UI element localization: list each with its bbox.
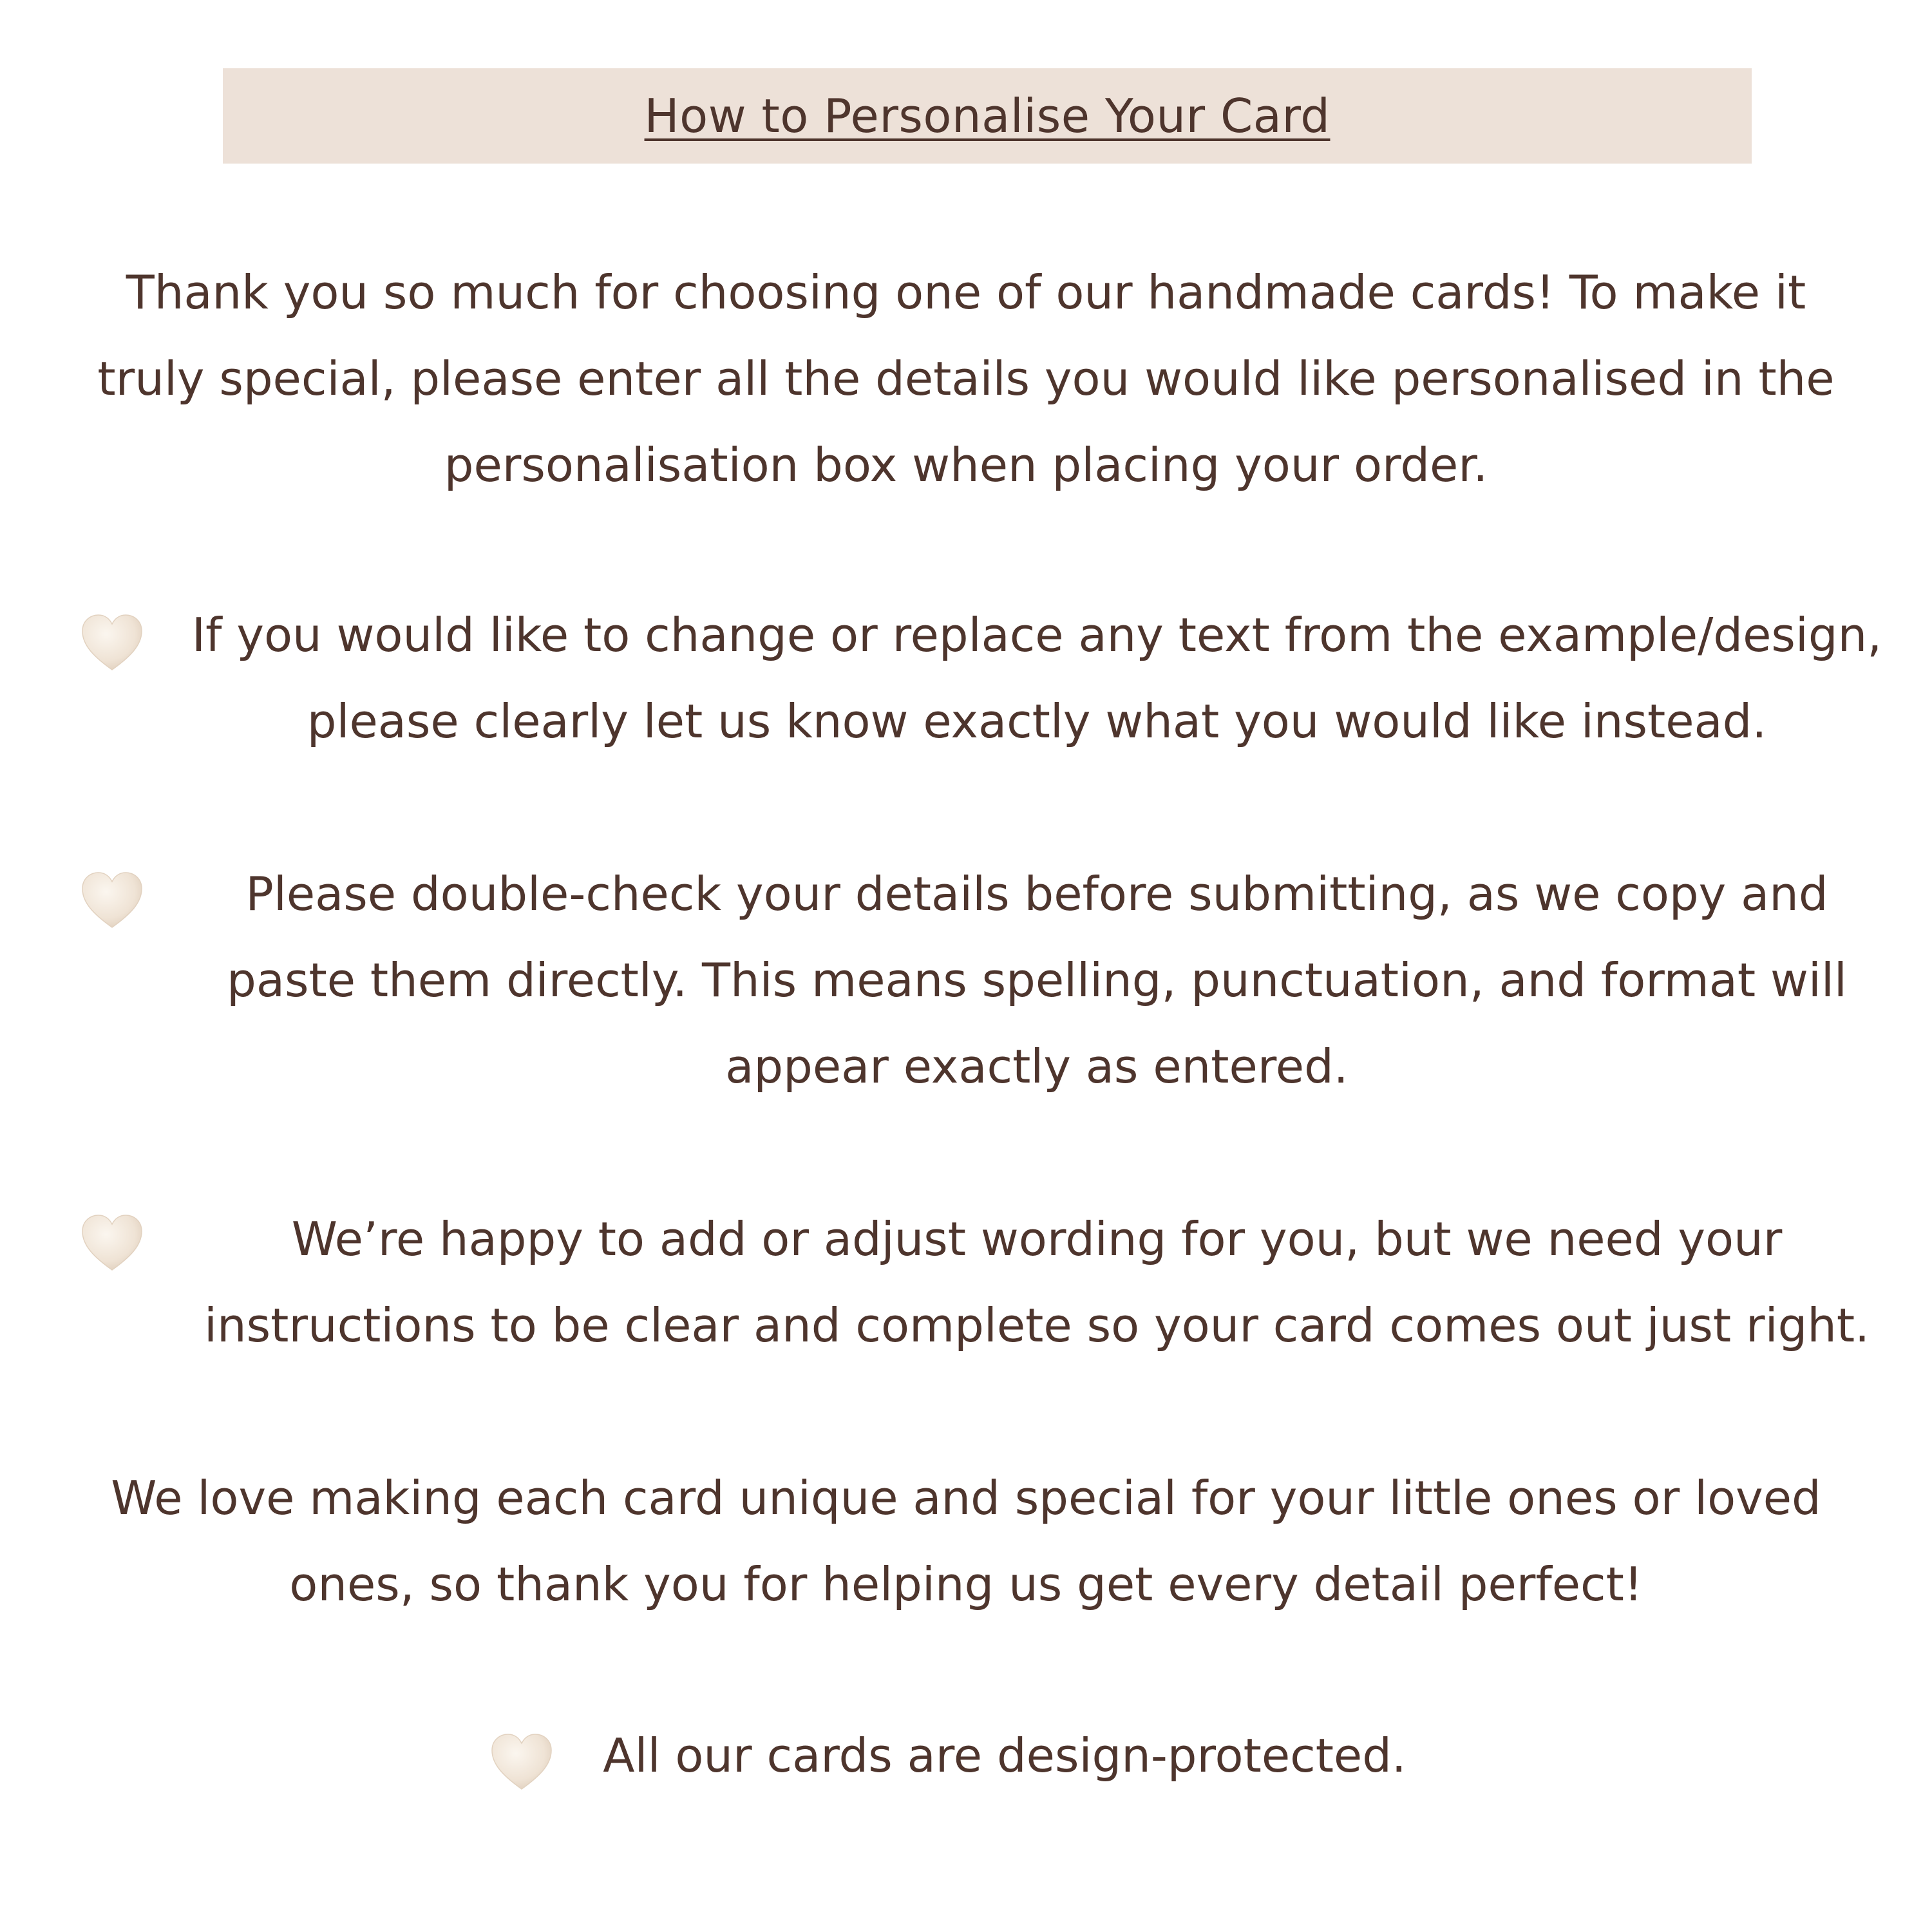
tip-2-line-2: paste them directly. This means spelling, punctuation, and format will [227, 953, 1847, 1007]
tip-2-line-3: appear exactly as entered. [725, 1039, 1349, 1094]
closing-line-1: We love making each card unique and special for your little ones or loved [111, 1471, 1821, 1525]
tip-3-line-2: instructions to be clear and complete so your card comes out just right. [204, 1298, 1870, 1352]
intro-line-3: personalisation box when placing your order. [444, 438, 1488, 492]
protected-note [0, 1728, 1932, 1783]
tip-1-line-1: If you would like to change or replace any text from the example/design, [191, 608, 1882, 662]
closing-line-2: ones, so thank you for helping us get every detail perfect! [289, 1557, 1643, 1611]
intro-line-2: truly special, please enter all the details you would like personalised in the [97, 352, 1835, 406]
title-banner [223, 68, 1752, 164]
intro-line-1: Thank you so much for choosing one of our handmade cards! To make it [126, 265, 1806, 319]
tip-1-line-2: please clearly let us know exactly what you would like instead. [307, 694, 1767, 748]
tip-2-line-1: Please double-check your details before submitting, as we copy and [245, 867, 1828, 921]
page-title: How to Personalise Your Card [644, 89, 1331, 143]
protected-note-text: All our cards are design-protected. [603, 1728, 1406, 1783]
tip-3-line-1: We’re happy to add or adjust wording for you, but we need your [291, 1212, 1783, 1266]
